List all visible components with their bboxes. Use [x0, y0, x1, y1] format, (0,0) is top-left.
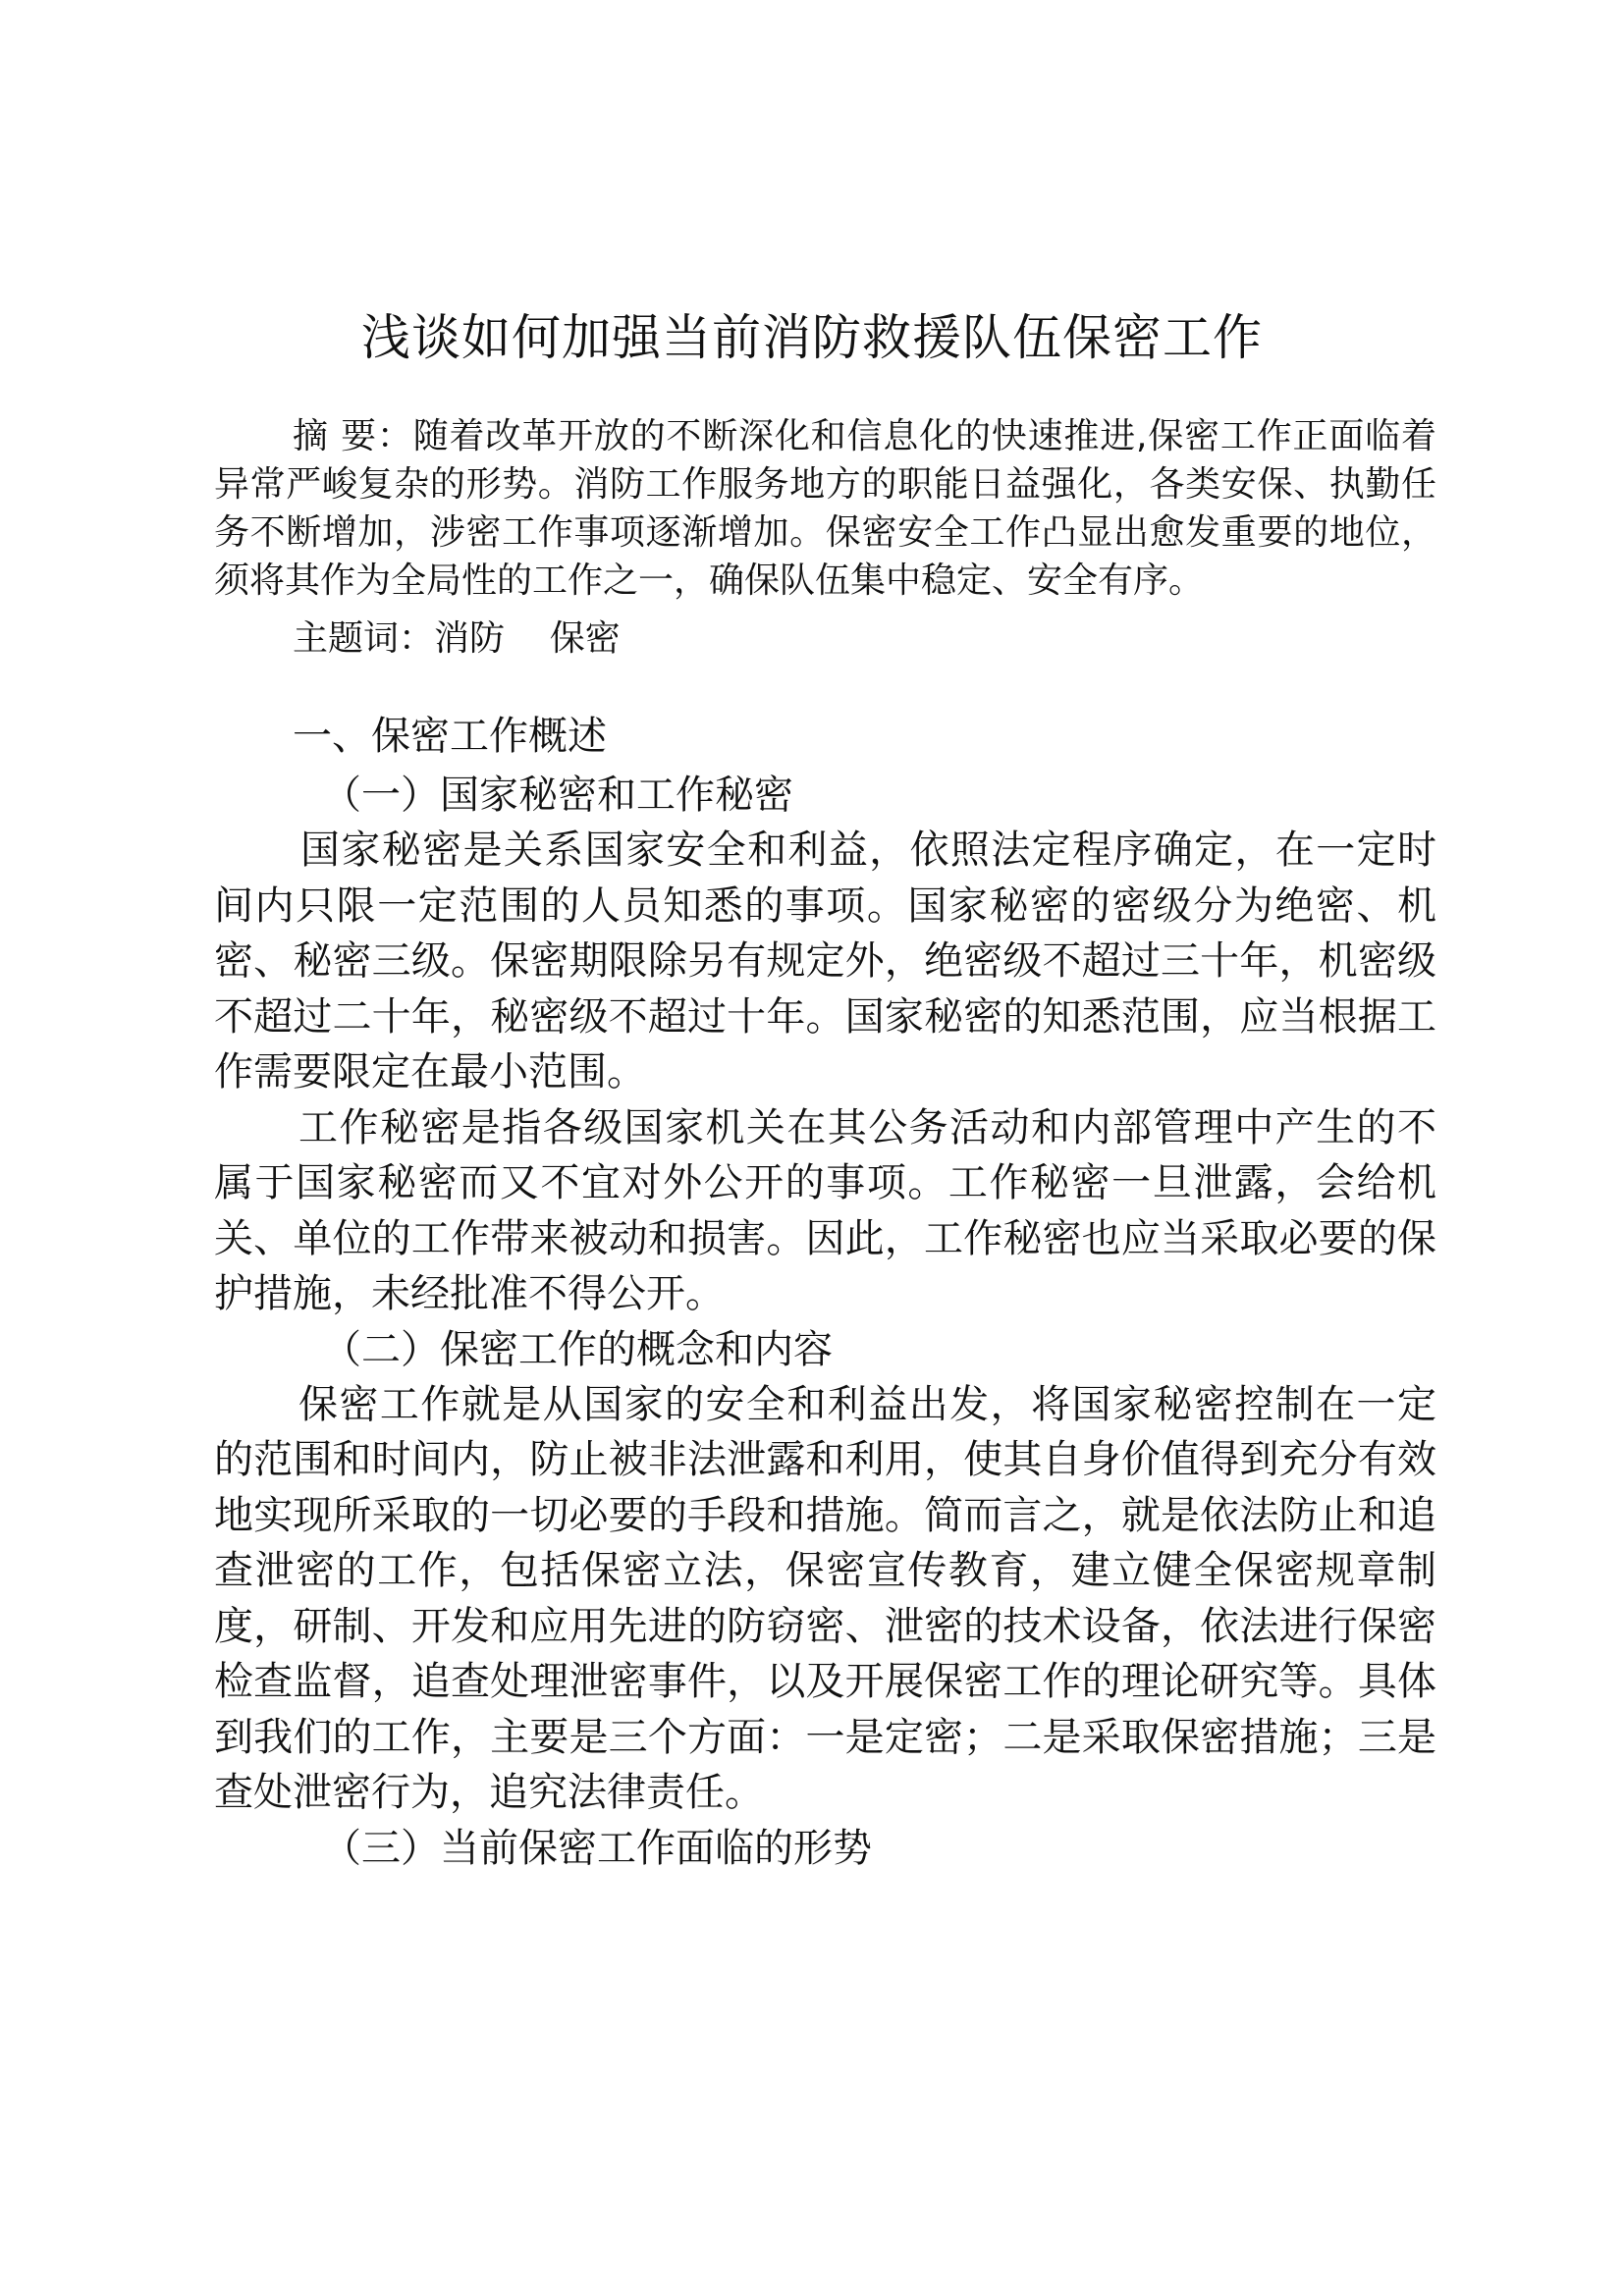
paragraph-secrecy-work: 保密工作就是从国家的安全和利益出发，将国家秘密控制在一定的范围和时间内，防止被非法泄露和利用，使其自身价值得到充分有效地实现所采取的一切必要的手段和措施。简而言之，就是依法防止和追查泄密的工作，包括保密立法，保密宣传教育，建立健全保密规章制度，研制、开发和应用先进的防窃密、泄密的技术设备，依法进行保密检查监督，追查处理泄密事件，以及开展保密工作的理论研究等。具体到我们的工作，主要是三个方面：一是定密；二是采取保密措施；三是查处泄密行为，追究法律责任。: [214, 1381, 1436, 1815]
paragraph-work-secrets: 工作秘密是指各级国家机关在其公务活动和内部管理中产生的不属于国家秘密而又不宜对外公开的事项。工作秘密一旦泄露，会给机关、单位的工作带来被动和损害。因此，工作秘密也应当采取必要的保护措施，未经批准不得公开。: [214, 1104, 1436, 1316]
subsection-heading-2: （二）保密工作的概念和内容: [322, 1326, 833, 1372]
section-heading-1: 一、保密工作概述: [293, 714, 607, 759]
paragraph-state-secrets: 国家秘密是关系国家安全和利益，依照法定程序确定，在一定时间内只限一定范围的人员知悉的事项。国家秘密的密级分为绝密、机密、秘密三级。保密期限除另有规定外，绝密级不超过三十年，机密级不超过二十年，秘密级不超过十年。国家秘密的知悉范围，应当根据工作需要限定在最小范围。: [214, 828, 1436, 1095]
section-body: [214, 768, 1436, 1876]
abstract-paragraph: 摘 要：随着改革开放的不断深化和信息化的快速推进,保密工作正面临着异常严峻复杂的形势。消防工作服务地方的职能日益强化，各类安保、执勤任务不断增加，涉密工作事项逐渐增加。保密安全工作凸显出愈发重要的地位，须将其作为全局性的工作之一，确保队伍集中稳定、安全有序。: [214, 416, 1436, 601]
subsection-heading-1: （一）国家秘密和工作秘密: [322, 773, 793, 818]
subsection-heading-3: （三）当前保密工作面临的形势: [322, 1825, 872, 1871]
keywords-line: 主题词：消防 保密: [293, 618, 621, 659]
document-title: 浅谈如何加强当前消防救援队伍保密工作: [361, 309, 1263, 366]
